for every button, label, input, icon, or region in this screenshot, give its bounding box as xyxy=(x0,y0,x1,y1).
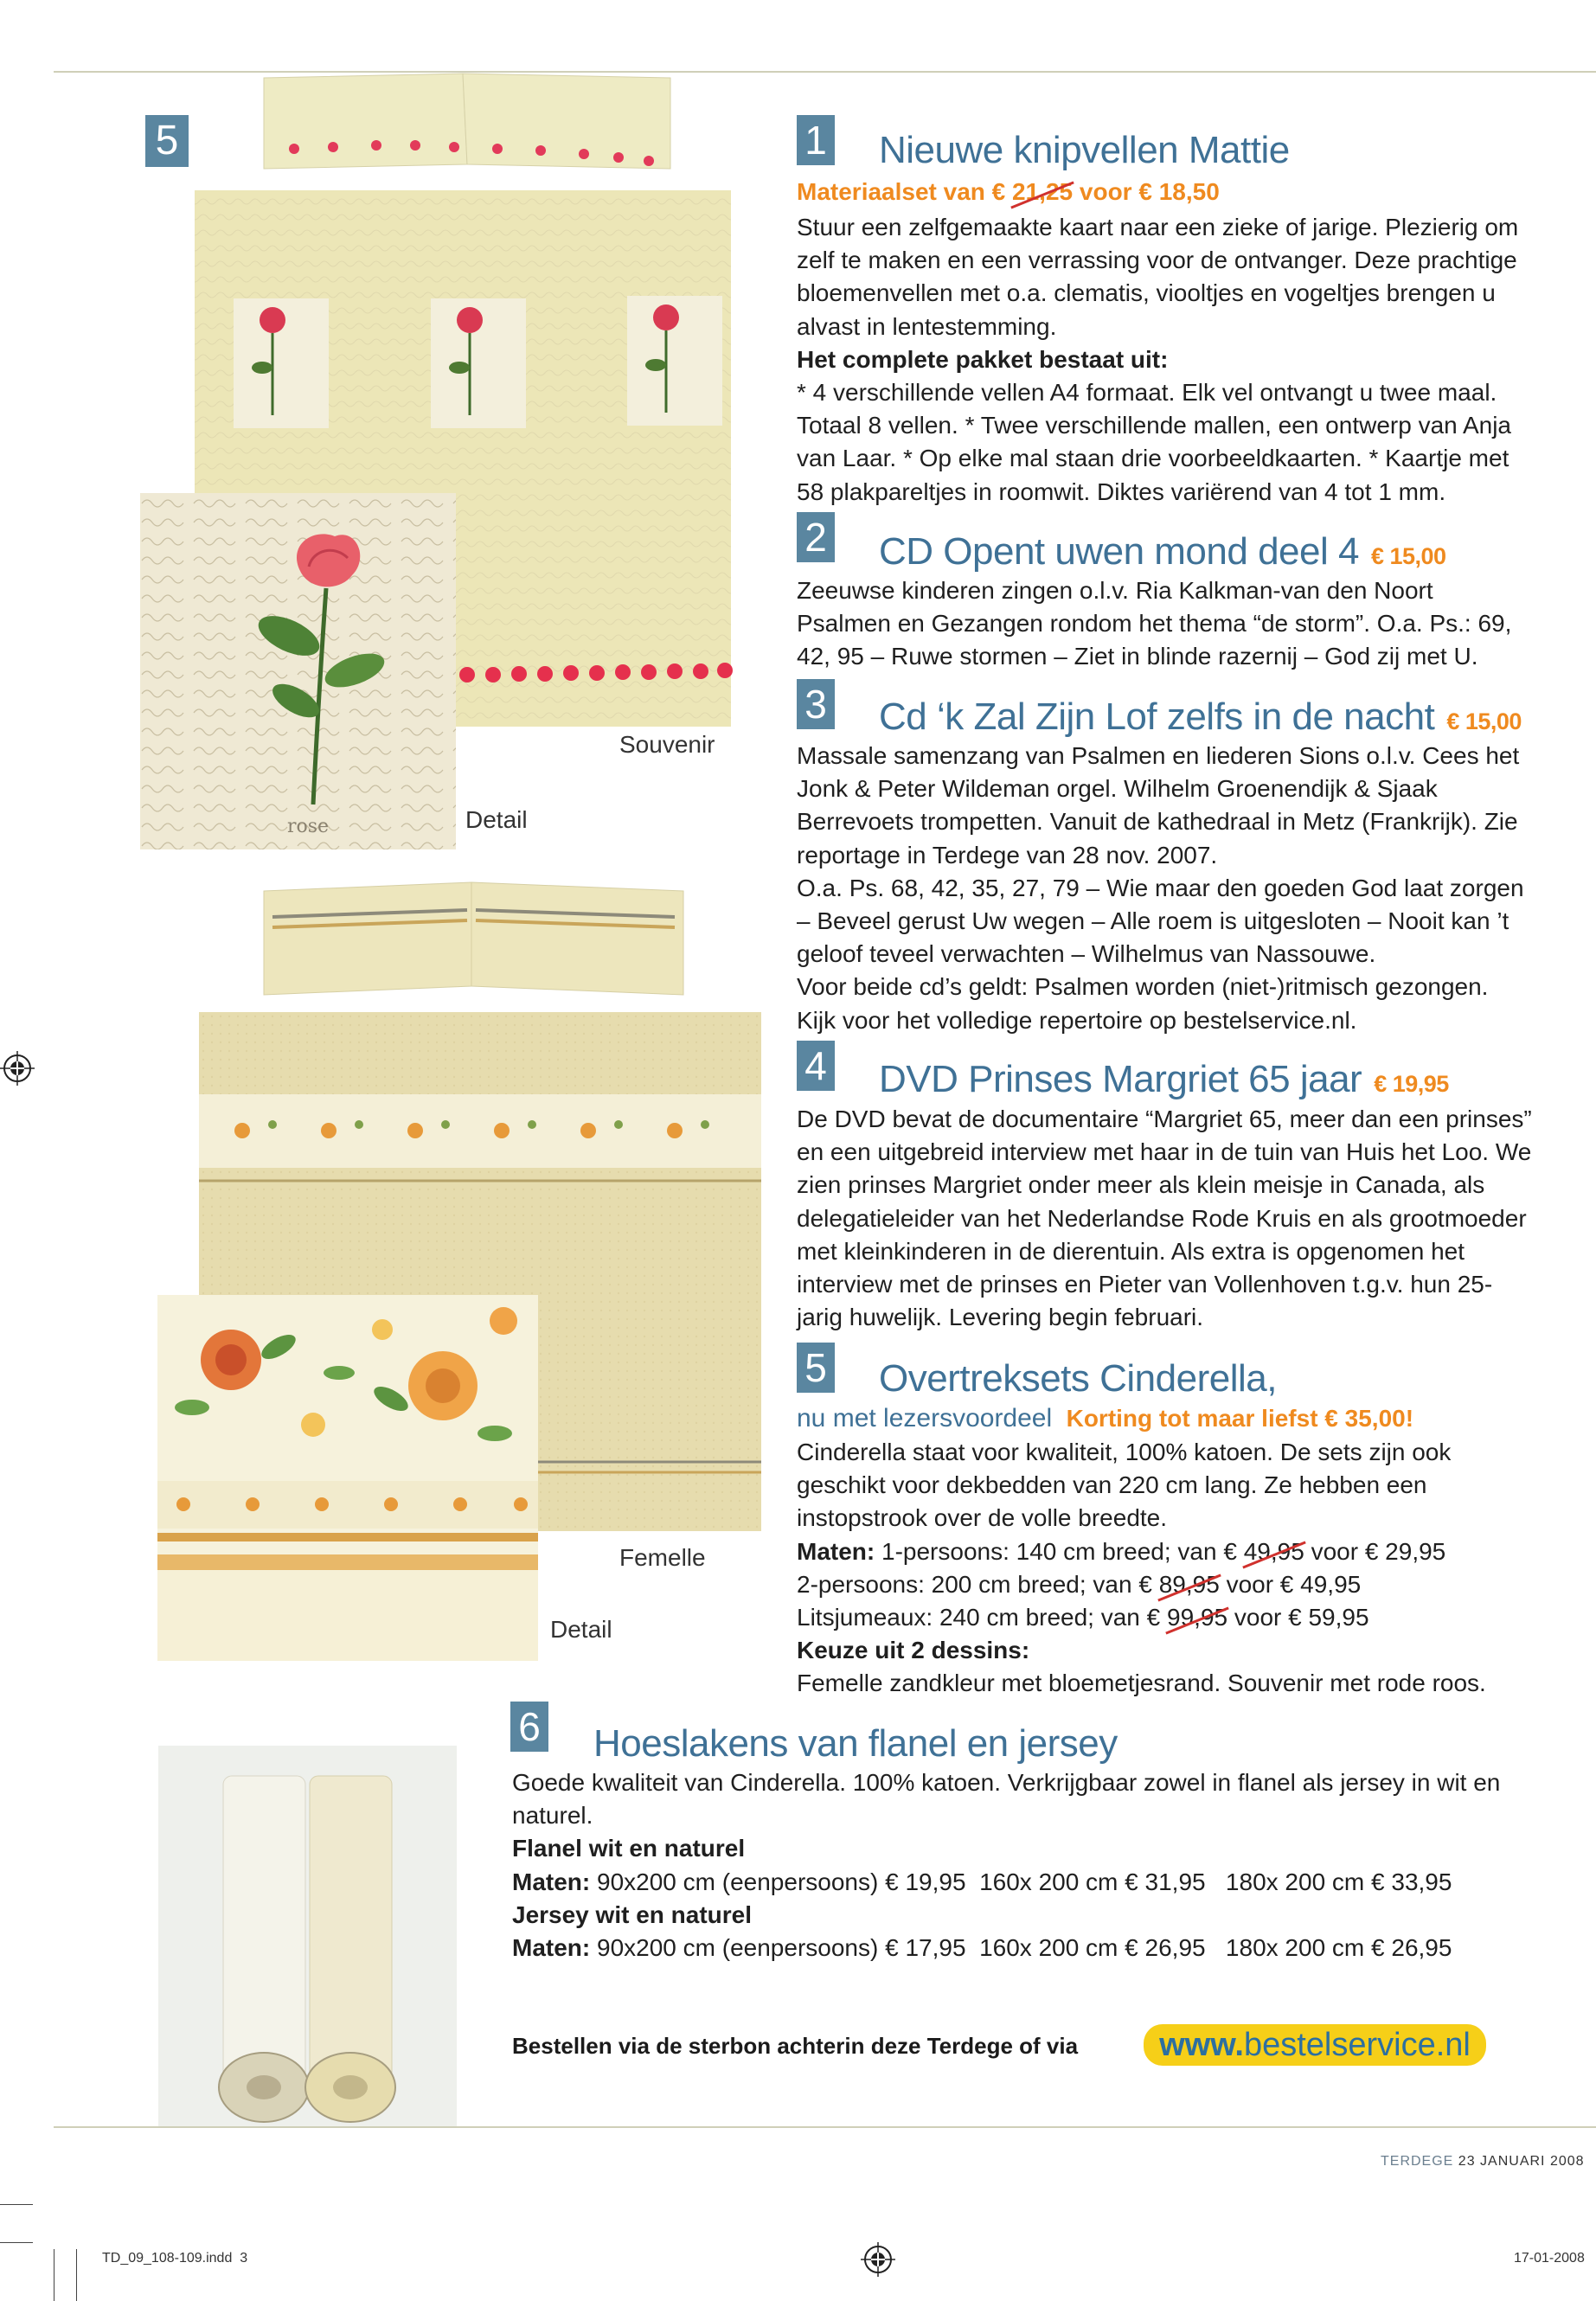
item-6-flanel-heading: Flanel wit en naturel xyxy=(512,1835,746,1862)
url-domain: bestelservice.nl xyxy=(1243,2027,1471,2063)
size-3-new-price: voor € 59,95 xyxy=(1234,1604,1369,1631)
item-3-body xyxy=(797,740,1534,1037)
size-2-new-price: voor € 49,95 xyxy=(1226,1570,1362,1598)
item-4-price: € 19,95 xyxy=(1374,1071,1449,1097)
item-6-title: Hoeslakens van flanel en jersey xyxy=(593,1722,1118,1765)
item-5-size-3 xyxy=(797,1601,1534,1634)
caption-souvenir: Souvenir xyxy=(619,731,715,758)
item-6-body xyxy=(512,1766,1550,1965)
photo-badge: 5 xyxy=(145,115,189,167)
caption-femelle: Femelle xyxy=(619,1544,706,1571)
crop-mark-left-4 xyxy=(76,2249,77,2301)
item-5-number: 5 xyxy=(797,1343,835,1393)
registration-mark-left xyxy=(0,1051,35,1086)
file-slug: TD_09_108-109.indd 3 xyxy=(102,2251,248,2266)
magazine-name: TERDEGE xyxy=(1381,2154,1454,2169)
hoeslakens-photo xyxy=(158,1746,457,2126)
item-5-discount: Korting tot maar liefst € 35,00! xyxy=(1066,1405,1414,1432)
item-3-title: Cd ‘k Zal Zijn Lof zelfs in de nacht xyxy=(879,695,1435,738)
item-3-text-3: Voor beide cd’s geldt: Psalmen worden (niet-)ritmisch gezongen. Kijk voor het volledige repertoire op bestelservice.nl. xyxy=(797,973,1489,1034)
caption-detail-1: Detail xyxy=(465,806,528,833)
item-1-subtitle-prefix: Materiaalset van € xyxy=(797,178,1006,205)
item-5-description: Cinderella staat voor kwaliteit, 100% katoen. De sets zijn ook geschikt voor dekbedden van 220 cm lang. Ze hebben een instopstrook over de volle breedte. xyxy=(797,1439,1452,1532)
item-6-flanel-prices: 90x200 cm (eenpersoons) € 19,95 160x 200 cm € 31,95 180x 200 cm € 33,95 xyxy=(597,1868,1452,1895)
order-text: Bestellen via de sterbon achterin deze Terdege of via xyxy=(512,2033,1079,2059)
item-6-jersey-label: Maten: xyxy=(512,1934,591,1962)
item-2-title: CD Opent uwen mond deel 4 xyxy=(879,530,1359,573)
item-5-size-2 xyxy=(797,1568,1534,1601)
crop-mark-left-2 xyxy=(0,2242,33,2243)
crop-mark-left-1 xyxy=(0,2204,33,2205)
item-5-choice-heading: Keuze uit 2 dessins: xyxy=(797,1637,1030,1664)
item-1-old-price: 21,25 xyxy=(1012,178,1074,205)
size-1-prefix: 1-persoons: 140 cm breed; van € xyxy=(881,1537,1237,1565)
item-5-body xyxy=(797,1436,1534,1701)
print-date: 17-01-2008 xyxy=(1514,2251,1585,2266)
size-3-old-price: 99,95 xyxy=(1167,1601,1227,1634)
url-www: www. xyxy=(1159,2027,1244,2063)
size-2-old-price: 89,95 xyxy=(1159,1568,1220,1601)
rose-label: rose xyxy=(287,816,330,837)
item-1-pack-body: * 4 verschillende vellen A4 formaat. Elk vel ontvangt u twee maal. Totaal 8 vellen. * Twee verschillende mallen, een ontwerp van Anja van Laar. * Op elke mal staan drie voorbeeldkaarten. * Kaartje met 58 plakpareltjes in roomwit. Diktes variërend van 4 tot 1 mm. xyxy=(797,379,1511,505)
item-5-title: Overtreksets Cinderella, xyxy=(879,1357,1277,1400)
item-2-heading xyxy=(879,529,1446,579)
item-1-description: Stuur een zelfgemaakte kaart naar een zieke of jarige. Plezierig om zelf te maken en een verrassing voor de ontvanger. Deze prachtige bloemenvellen met o.a. clematis, viooltjes en vogeltjes brengen u alvast in lentestemming. xyxy=(797,214,1519,340)
item-3-number: 3 xyxy=(797,679,835,729)
registration-mark-bottom xyxy=(861,2242,895,2277)
item-5-sizes-label: Maten: xyxy=(797,1537,875,1565)
size-2-prefix: 2-persoons: 200 cm breed; van € xyxy=(797,1570,1152,1598)
issue-date: 23 JANUARI 2008 xyxy=(1458,2154,1585,2169)
size-3-prefix: Litsjumeaux: 240 cm breed; van € xyxy=(797,1604,1161,1631)
magazine-footer xyxy=(1381,2154,1585,2170)
item-6-flanel-label: Maten: xyxy=(512,1868,591,1895)
item-6-jersey-prices: 90x200 cm (eenpersoons) € 17,95 160x 200 cm € 26,95 180x 200 cm € 26,95 xyxy=(597,1934,1452,1962)
item-6-jersey-heading: Jersey wit en naturel xyxy=(512,1900,753,1928)
item-6-flanel-sizes xyxy=(512,1866,1550,1899)
item-3-heading xyxy=(879,695,1522,744)
caption-detail-2: Detail xyxy=(550,1616,612,1643)
item-1-subtitle xyxy=(797,177,1220,207)
item-5-subtitle-row xyxy=(797,1403,1413,1439)
item-5-subtitle: nu met lezersvoordeel xyxy=(797,1404,1053,1433)
item-2-price: € 15,00 xyxy=(1370,543,1446,569)
item-3-text-2: O.a. Ps. 68, 42, 35, 27, 79 – Wie maar den goeden God laat zorgen – Beveel gerust Uw wegen – Alle roem is uitgesloten – Nooit kan ’t geloof teveel verwachten – Wilhelmus van Nassouwe. xyxy=(797,874,1524,968)
size-1-old-price: 49,95 xyxy=(1244,1535,1304,1568)
item-5-size-1 xyxy=(797,1535,1534,1568)
item-4-number: 4 xyxy=(797,1041,835,1091)
item-6-description: Goede kwaliteit van Cinderella. 100% katoen. Verkrijgbaar zowel in flanel als jersey in wit en naturel. xyxy=(512,1769,1501,1830)
item-3-text-1: Massale samenzang van Psalmen en liederen Sions o.l.v. Cees het Jonk & Peter Wildeman orgel. Wilhelm Groenendijk & Sjaak Berrevoets trompetten. Vanuit de kathedraal in Metz (Frankrijk). Zie reportage in Terdege van 28 nov. 2007. xyxy=(797,742,1520,868)
item-1-pack-heading: Het complete pakket bestaat uit: xyxy=(797,345,1169,373)
item-1-new-price: voor € 18,50 xyxy=(1079,178,1220,205)
item-1-number: 1 xyxy=(797,115,835,165)
item-3-price: € 15,00 xyxy=(1446,708,1522,734)
item-4-heading xyxy=(879,1057,1449,1106)
bottom-rule xyxy=(54,2126,1596,2128)
item-4-title: DVD Prinses Margriet 65 jaar xyxy=(879,1058,1362,1100)
souvenir-detail-photo xyxy=(140,493,456,849)
bestelservice-link[interactable] xyxy=(1144,2024,1486,2066)
item-1-body xyxy=(797,211,1532,509)
item-5-choice-body: Femelle zandkleur met bloemetjesrand. Souvenir met rode roos. xyxy=(797,1670,1486,1697)
size-1-new-price: voor € 29,95 xyxy=(1311,1537,1446,1565)
item-6-jersey-sizes xyxy=(512,1932,1550,1965)
item-1-title: Nieuwe knipvellen Mattie xyxy=(879,129,1290,171)
item-4-body: De DVD bevat de documentaire “Margriet 65, meer dan een prinses” en een uitgebreid interview met haar in de tuin van Huis het Loo. We zien prinses Margriet onder meer als klein meisje in Canada, als delegatieleider van het Nederlandse Rode Kruis en als grootmoeder met kleinkinderen in de dierentuin. Als extra is opgenomen het interview met de prinses en Pieter van Vollenhoven t.g.v. hun 25-jarig huwelijk. Levering begin februari. xyxy=(797,1106,1532,1331)
femelle-detail-photo xyxy=(157,1295,538,1661)
item-2-body: Zeeuwse kinderen zingen o.l.v. Ria Kalkman-van den Noort Psalmen en Gezangen rondom het thema “de storm”. O.a. Ps.: 69, 42, 95 – Ruwe stormen – Ziet in blinde razernij – God zij met U. xyxy=(797,577,1512,670)
item-6-number: 6 xyxy=(510,1702,548,1752)
item-2-number: 2 xyxy=(797,512,835,562)
